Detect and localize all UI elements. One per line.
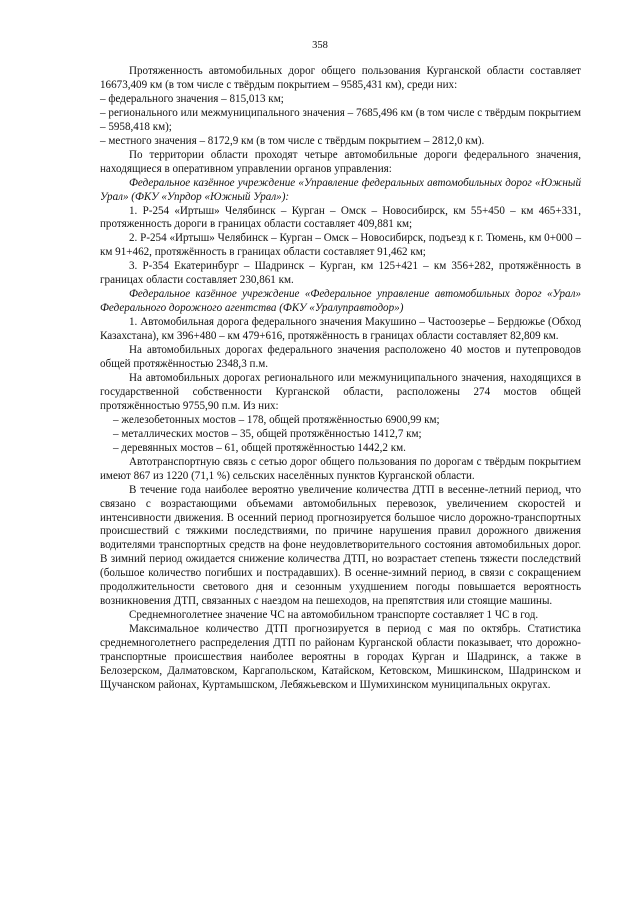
paragraph-fku-south-ural: Федеральное казённое учреждение «Управление федеральных автомобильных дорог «Южный Урал» (ФКУ «Упрдор «Южный Урал»):: [100, 176, 581, 203]
paragraph-road-r254: 1. Р-254 «Иртыш» Челябинск – Курган – Омск – Новосибирск, км 55+450 – км 465+331, протяженность дороги в границах области составляет 409,881 км;: [100, 204, 581, 231]
page-number: 358: [312, 40, 328, 51]
paragraph-road-r254-tyumen: 2. Р-254 «Иртыш» Челябинск – Курган – Омск – Новосибирск, подъезд к г. Тюмень, км 0+000 – км 91+462, протяжённость в границах области составляет 91,462 км;: [100, 232, 581, 259]
paragraph-accident-seasons: В течение года наиболее вероятно увеличение количества ДТП в весенне-летний период, что связано с возрастающими объемами автомобильных перевозок, увеличением скоростей и интенсивности движения. В осенний период прогнозируется большое число дорожно-транспортных происшествий с тяжкими последствиями, по причине нарушения правил дорожного движения водителями транспортных средств на фоне неудовлетворительного состояния автомобильных дорог. В зимний период ожидается снижение количества ДТП, но возрастает степень тяжести последствий (большое количество погибших и пострадавших). В осенне-зимний период, в связи с сокращением продолжительности светового дня и сезонным ухудшением погоды повышается вероятность возникновения ДТП, связанных с наездом на пешеходов, на препятствия или стоящие машины.: [100, 483, 581, 608]
paragraph-fku-ural: Федеральное казённое учреждение «Федеральное управление автомобильных дорог «Урал» Федерального дорожного агентства (ФКУ «Уралуправтодор»): [100, 288, 581, 315]
list-item-metal-bridges: – металлических мостов – 35, общей протяжённостью 1412,7 км;: [100, 428, 581, 442]
paragraph-regional-bridges: На автомобильных дорогах регионального или межмуниципального значения, находящихся в государственной собственности Курганской области, расположены 274 мостов общей протяжённостью 9755,90 п.м. Из них:: [100, 371, 581, 412]
list-item-concrete-bridges: – железобетонных мостов – 178, общей протяжённостью 6900,99 км;: [100, 414, 581, 428]
list-item-wooden-bridges: – деревянных мостов – 61, общей протяжённостью 1442,2 км.: [100, 442, 581, 456]
list-item-regional: – регионального или межмуниципального значения – 7685,496 км (в том числе с твёрдым покрытием – 5958,418 км);: [100, 107, 581, 135]
document-body: [100, 65, 581, 693]
paragraph-road-makushino: 1. Автомобильная дорога федерального значения Макушино – Частоозерье – Бердюжье (Обход Казахстана), км 396+480 – км 479+616, протяжённость в границах области составляет 82,809 км.: [100, 316, 581, 343]
paragraph-accident-districts: Максимальное количество ДТП прогнозируется в период с мая по октябрь. Статистика среднемноголетнего распределения ДТП по районам Курганской области показывает, что дорожно-транспортные происшествия наиболее вероятны в городах Курган и Шадринск, а также в Белозерском, Далматовском, Каргапольском, Катайском, Кетовском, Мишкинском, Шадринском и Щучанском районах, Куртамышском, Лебяжьевском и Шумихинском муниципальных округах.: [100, 623, 581, 691]
list-item-local: – местного значения – 8172,9 км (в том числе с твёрдым покрытием – 2812,0 км).: [100, 135, 581, 149]
paragraph-road-length: Протяженность автомобильных дорог общего пользования Курганской области составляет 16673,409 км (в том числе с твёрдым покрытием – 9585,431 км), среди них:: [100, 65, 581, 91]
paragraph-road-r354: 3. Р-354 Екатеринбург – Шадринск – Курган, км 125+421 – км 356+282, протяжённость в границах области составляет 230,861 км.: [100, 260, 581, 287]
paragraph-emergency-average: Среднемноголетнее значение ЧС на автомобильном транспорте составляет 1 ЧС в год.: [129, 609, 539, 622]
paragraph-federal-roads: По территории области проходят четыре автомобильные дороги федерального значения, находящиеся в оперативном управлении органов управления:: [100, 148, 581, 175]
paragraph-transport-links: Автотранспортную связь с сетью дорог общего пользования по дорогам с твёрдым покрытием имеют 867 из 1220 (71,1 %) сельских населённых пунктов Курганской области.: [100, 455, 581, 482]
list-item-federal: – федерального значения – 815,013 км;: [100, 93, 581, 107]
paragraph-federal-bridges: На автомобильных дорогах федерального значения расположено 40 мостов и путепроводов общей протяжённостью 2348,3 п.м.: [100, 344, 581, 371]
